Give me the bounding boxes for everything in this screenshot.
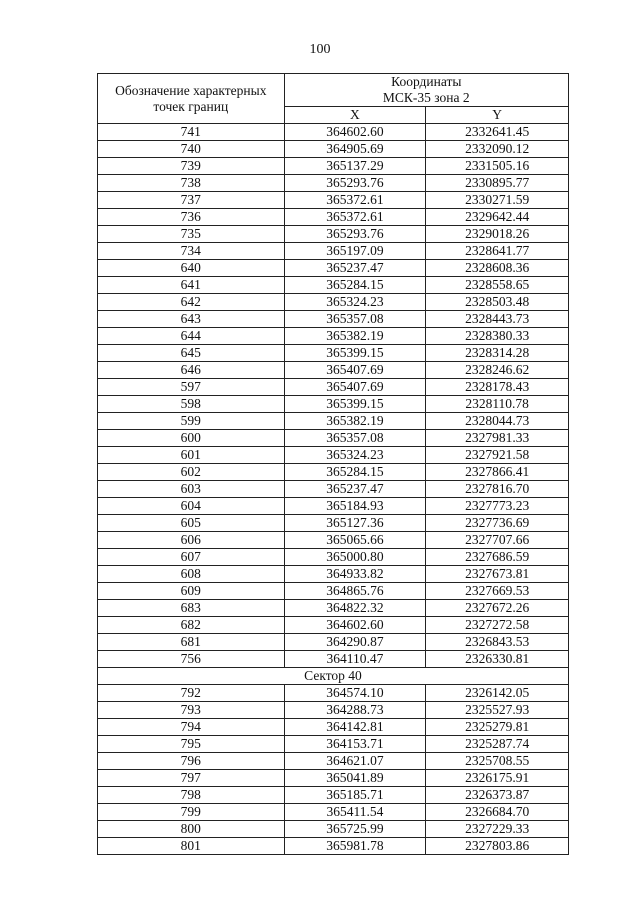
y-coordinate-cell: 2328044.73: [426, 413, 569, 430]
x-coordinate-cell: 365293.76: [284, 226, 426, 243]
table-row: [98, 464, 569, 481]
point-id-cell: 798: [98, 787, 285, 804]
point-id-cell: 797: [98, 770, 285, 787]
x-coordinate-cell: 364933.82: [284, 566, 426, 583]
point-id-cell: 682: [98, 617, 285, 634]
x-coordinate-cell: 365411.54: [284, 804, 426, 821]
point-id-cell: 609: [98, 583, 285, 600]
point-id-cell: 735: [98, 226, 285, 243]
x-coordinate-cell: 365324.23: [284, 447, 426, 464]
point-id-cell: 683: [98, 600, 285, 617]
y-coordinate-cell: 2327866.41: [426, 464, 569, 481]
point-id-cell: 738: [98, 175, 285, 192]
table-row: [98, 243, 569, 260]
y-coordinate-cell: 2328314.28: [426, 345, 569, 362]
table-row: [98, 209, 569, 226]
point-id-cell: 608: [98, 566, 285, 583]
point-id-cell: 794: [98, 719, 285, 736]
point-id-cell: 607: [98, 549, 285, 566]
x-coordinate-cell: 364865.76: [284, 583, 426, 600]
sector-points-body: [98, 685, 569, 855]
y-coordinate-cell: 2325279.81: [426, 719, 569, 736]
point-id-cell: 792: [98, 685, 285, 702]
x-coordinate-cell: 365382.19: [284, 328, 426, 345]
y-coordinate-cell: 2328110.78: [426, 396, 569, 413]
y-coordinate-cell: 2332641.45: [426, 124, 569, 141]
point-column-header: Обозначение характерных точек границ: [98, 74, 285, 124]
x-coordinate-cell: 364574.10: [284, 685, 426, 702]
point-id-cell: 736: [98, 209, 285, 226]
table-row: [98, 379, 569, 396]
x-coordinate-cell: 365185.71: [284, 787, 426, 804]
point-id-cell: 793: [98, 702, 285, 719]
point-id-cell: 796: [98, 753, 285, 770]
y-column-header: Y: [426, 107, 569, 124]
x-coordinate-cell: 364602.60: [284, 124, 426, 141]
y-coordinate-cell: 2327686.59: [426, 549, 569, 566]
y-coordinate-cell: 2327272.58: [426, 617, 569, 634]
table-row: [98, 141, 569, 158]
y-coordinate-cell: 2326843.53: [426, 634, 569, 651]
table-row: [98, 753, 569, 770]
y-coordinate-cell: 2327673.81: [426, 566, 569, 583]
x-coordinate-cell: 365407.69: [284, 362, 426, 379]
y-coordinate-cell: 2326373.87: [426, 787, 569, 804]
x-coordinate-cell: 365284.15: [284, 464, 426, 481]
table-row: [98, 515, 569, 532]
y-coordinate-cell: 2328558.65: [426, 277, 569, 294]
table-row: [98, 158, 569, 175]
table-row: [98, 362, 569, 379]
point-id-cell: 606: [98, 532, 285, 549]
point-id-cell: 603: [98, 481, 285, 498]
point-id-cell: 643: [98, 311, 285, 328]
x-coordinate-cell: 365372.61: [284, 209, 426, 226]
table-row: [98, 481, 569, 498]
table-row: [98, 532, 569, 549]
x-coordinate-cell: 365372.61: [284, 192, 426, 209]
x-coordinate-cell: 365197.09: [284, 243, 426, 260]
sector-row: [98, 668, 569, 685]
point-id-cell: 737: [98, 192, 285, 209]
y-coordinate-cell: 2325527.93: [426, 702, 569, 719]
point-id-cell: 681: [98, 634, 285, 651]
y-coordinate-cell: 2326142.05: [426, 685, 569, 702]
point-id-cell: 602: [98, 464, 285, 481]
table-row: [98, 821, 569, 838]
x-coordinate-cell: 365981.78: [284, 838, 426, 855]
point-id-cell: 640: [98, 260, 285, 277]
x-coordinate-cell: 364621.07: [284, 753, 426, 770]
y-coordinate-cell: 2328178.43: [426, 379, 569, 396]
table-row: [98, 447, 569, 464]
x-coordinate-cell: 365324.23: [284, 294, 426, 311]
table-row: [98, 311, 569, 328]
table-row: [98, 583, 569, 600]
point-id-cell: 795: [98, 736, 285, 753]
coordinates-table: [97, 73, 569, 855]
point-id-cell: 601: [98, 447, 285, 464]
coordinates-title: Координаты: [391, 74, 462, 89]
y-coordinate-cell: 2327773.23: [426, 498, 569, 515]
table-row: [98, 804, 569, 821]
table-row: [98, 192, 569, 209]
y-coordinate-cell: 2330271.59: [426, 192, 569, 209]
point-id-cell: 799: [98, 804, 285, 821]
x-coordinate-cell: 364288.73: [284, 702, 426, 719]
table-row: [98, 498, 569, 515]
point-id-cell: 604: [98, 498, 285, 515]
y-coordinate-cell: 2328608.36: [426, 260, 569, 277]
y-coordinate-cell: 2328246.62: [426, 362, 569, 379]
y-coordinate-cell: 2332090.12: [426, 141, 569, 158]
x-coordinate-cell: 365399.15: [284, 396, 426, 413]
point-id-cell: 645: [98, 345, 285, 362]
x-coordinate-cell: 365127.36: [284, 515, 426, 532]
y-coordinate-cell: 2328503.48: [426, 294, 569, 311]
table-row: [98, 651, 569, 668]
x-coordinate-cell: 364905.69: [284, 141, 426, 158]
y-coordinate-cell: 2326684.70: [426, 804, 569, 821]
x-coordinate-cell: 365382.19: [284, 413, 426, 430]
table-header: [98, 74, 569, 124]
table-row: [98, 277, 569, 294]
point-id-cell: 800: [98, 821, 285, 838]
x-coordinate-cell: 365725.99: [284, 821, 426, 838]
x-coordinate-cell: 364153.71: [284, 736, 426, 753]
table-row: [98, 430, 569, 447]
x-coordinate-cell: 364822.32: [284, 600, 426, 617]
y-coordinate-cell: 2327669.53: [426, 583, 569, 600]
x-coordinate-cell: 365399.15: [284, 345, 426, 362]
table-row: [98, 175, 569, 192]
x-coordinate-cell: 365137.29: [284, 158, 426, 175]
y-coordinate-cell: 2327816.70: [426, 481, 569, 498]
point-id-cell: 605: [98, 515, 285, 532]
table-row: [98, 328, 569, 345]
point-id-cell: 646: [98, 362, 285, 379]
x-coordinate-cell: 365237.47: [284, 260, 426, 277]
table-row: [98, 345, 569, 362]
table-row: [98, 549, 569, 566]
table-row: [98, 413, 569, 430]
x-coordinate-cell: 365184.93: [284, 498, 426, 515]
points-body: [98, 124, 569, 668]
table-row: [98, 600, 569, 617]
point-id-cell: 739: [98, 158, 285, 175]
point-id-cell: 644: [98, 328, 285, 345]
table-row: [98, 226, 569, 243]
table-row: [98, 838, 569, 855]
y-coordinate-cell: 2328443.73: [426, 311, 569, 328]
y-coordinate-cell: 2328641.77: [426, 243, 569, 260]
y-coordinate-cell: 2327672.26: [426, 600, 569, 617]
table-row: [98, 719, 569, 736]
page-number: 100: [309, 42, 331, 57]
x-coordinate-cell: 365065.66: [284, 532, 426, 549]
point-id-cell: 598: [98, 396, 285, 413]
table-row: [98, 124, 569, 141]
table-row: [98, 685, 569, 702]
y-coordinate-cell: 2326330.81: [426, 651, 569, 668]
x-column-header: X: [284, 107, 426, 124]
y-coordinate-cell: 2329018.26: [426, 226, 569, 243]
x-coordinate-cell: 365293.76: [284, 175, 426, 192]
x-coordinate-cell: 365407.69: [284, 379, 426, 396]
y-coordinate-cell: 2327707.66: [426, 532, 569, 549]
table-row: [98, 396, 569, 413]
table-row: [98, 770, 569, 787]
point-id-cell: 597: [98, 379, 285, 396]
y-coordinate-cell: 2325287.74: [426, 736, 569, 753]
point-id-cell: 641: [98, 277, 285, 294]
table-row: [98, 294, 569, 311]
point-id-cell: 801: [98, 838, 285, 855]
y-coordinate-cell: 2330895.77: [426, 175, 569, 192]
point-id-cell: 600: [98, 430, 285, 447]
y-coordinate-cell: 2327803.86: [426, 838, 569, 855]
table-row: [98, 702, 569, 719]
x-coordinate-cell: 365237.47: [284, 481, 426, 498]
table-row: [98, 736, 569, 753]
point-id-cell: 599: [98, 413, 285, 430]
point-id-cell: 734: [98, 243, 285, 260]
table-row: [98, 787, 569, 804]
y-coordinate-cell: 2331505.16: [426, 158, 569, 175]
y-coordinate-cell: 2327921.58: [426, 447, 569, 464]
point-id-cell: 642: [98, 294, 285, 311]
coordinate-system: МСК-35 зона 2: [382, 90, 470, 105]
y-coordinate-cell: 2329642.44: [426, 209, 569, 226]
y-coordinate-cell: 2325708.55: [426, 753, 569, 770]
x-coordinate-cell: 365357.08: [284, 430, 426, 447]
x-coordinate-cell: 365041.89: [284, 770, 426, 787]
sector-label: Сектор 40: [98, 668, 569, 685]
y-coordinate-cell: 2328380.33: [426, 328, 569, 345]
point-id-cell: 756: [98, 651, 285, 668]
coordinates-header: [284, 74, 568, 107]
table-row: [98, 617, 569, 634]
x-coordinate-cell: 365284.15: [284, 277, 426, 294]
x-coordinate-cell: 364290.87: [284, 634, 426, 651]
x-coordinate-cell: 365357.08: [284, 311, 426, 328]
x-coordinate-cell: 364602.60: [284, 617, 426, 634]
y-coordinate-cell: 2327736.69: [426, 515, 569, 532]
sector-section: [98, 668, 569, 685]
point-id-cell: 740: [98, 141, 285, 158]
table-row: [98, 260, 569, 277]
x-coordinate-cell: 365000.80: [284, 549, 426, 566]
point-id-cell: 741: [98, 124, 285, 141]
y-coordinate-cell: 2327981.33: [426, 430, 569, 447]
y-coordinate-cell: 2326175.91: [426, 770, 569, 787]
y-coordinate-cell: 2327229.33: [426, 821, 569, 838]
x-coordinate-cell: 364142.81: [284, 719, 426, 736]
table-row: [98, 566, 569, 583]
table-row: [98, 634, 569, 651]
x-coordinate-cell: 364110.47: [284, 651, 426, 668]
